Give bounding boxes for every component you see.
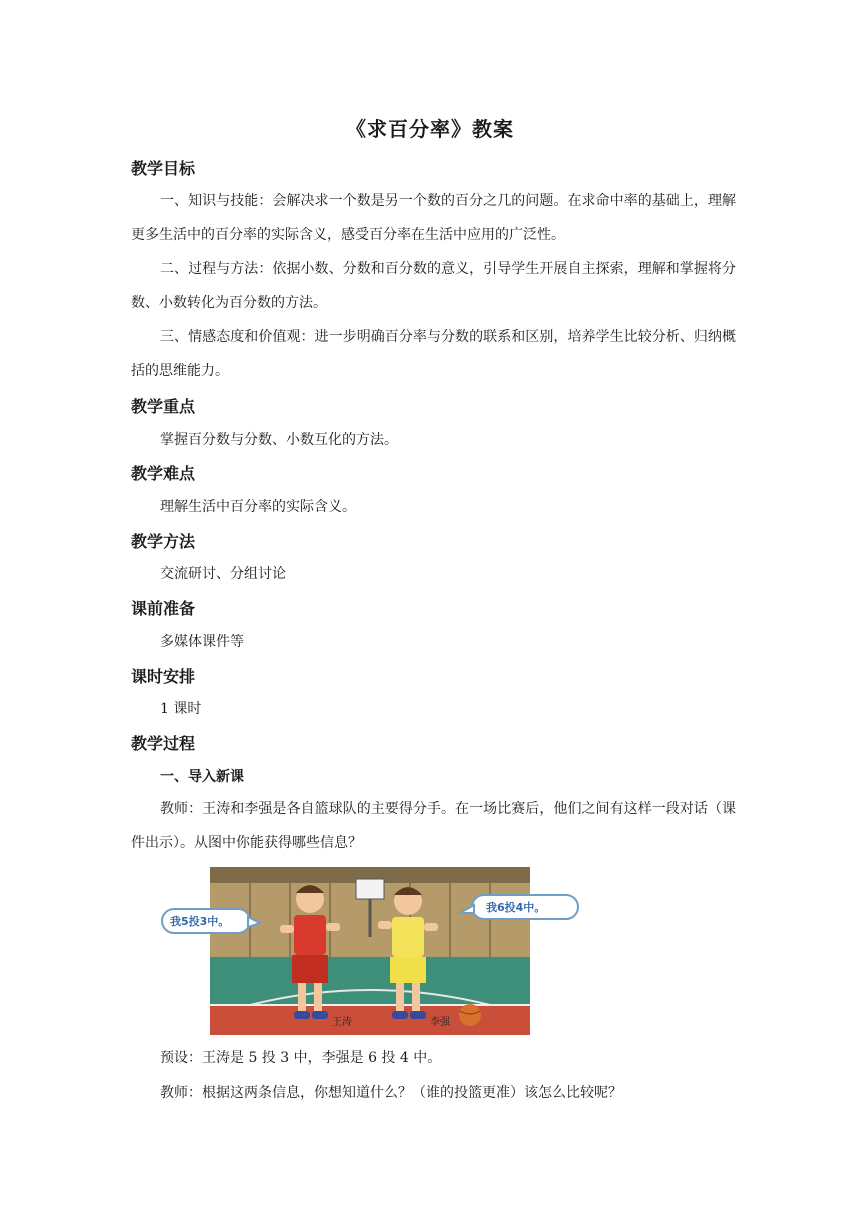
key-points-text: 掌握百分数与分数、小数互化的方法。 bbox=[160, 432, 398, 448]
right-speech-bubble-text: 我6投4中。 bbox=[486, 901, 546, 914]
preparation-text: 多媒体课件等 bbox=[160, 634, 244, 650]
heading-preparation: 课前准备 bbox=[131, 599, 196, 618]
heading-schedule: 课时安排 bbox=[131, 667, 196, 686]
methods-text: 交流研讨、分组讨论 bbox=[160, 566, 286, 582]
goal-paragraph-3: 三、情感态度和价值观：进一步明确百分率与分数的联系和区别，培养学生比较分析、归纳概括的思维能力。 bbox=[131, 329, 736, 379]
heading-process: 教学过程 bbox=[131, 734, 196, 753]
schedule-text: 1 课时 bbox=[160, 701, 202, 717]
teacher-question-text: 教师：根据这两条信息，你想知道什么？（谁的投篮更准）该怎么比较呢？ bbox=[160, 1085, 622, 1101]
process-paragraph-1: 教师：王涛和李强是各自篮球队的主要得分手。在一场比赛后，他们之间有这样一段对话（课件出示）。从图中你能获得哪些信息？ bbox=[131, 801, 736, 851]
document-title: 《求百分率》教案 bbox=[346, 117, 514, 141]
goal-paragraph-2: 二、过程与方法：依据小数、分数和百分数的意义，引导学生开展自主探索，理解和掌握将分数、小数转化为百分数的方法。 bbox=[131, 261, 736, 311]
basketball-court-scene bbox=[160, 865, 580, 1035]
heading-key-points: 教学重点 bbox=[131, 397, 196, 416]
preset-text: 预设：王涛是 5 投 3 中，李强是 6 投 4 中。 bbox=[160, 1050, 442, 1066]
heading-methods: 教学方法 bbox=[131, 532, 196, 551]
heading-difficulties: 教学难点 bbox=[131, 464, 196, 483]
goal-paragraph-1: 一、知识与技能：会解决求一个数是另一个数的百分之几的问题。在求命中率的基础上，理解更多生活中的百分率的实际含义，感受百分率在生活中应用的广泛性。 bbox=[131, 193, 736, 243]
left-speech-bubble-text: 我5投3中。 bbox=[170, 915, 230, 928]
basketball-illustration bbox=[160, 865, 580, 1035]
right-player-name: 李强 bbox=[430, 1017, 450, 1028]
difficulties-text: 理解生活中百分率的实际含义。 bbox=[160, 499, 356, 515]
left-player-name: 王涛 bbox=[332, 1017, 352, 1028]
heading-teaching-goals: 教学目标 bbox=[131, 159, 196, 178]
process-subheading: 一、导入新课 bbox=[160, 769, 244, 785]
